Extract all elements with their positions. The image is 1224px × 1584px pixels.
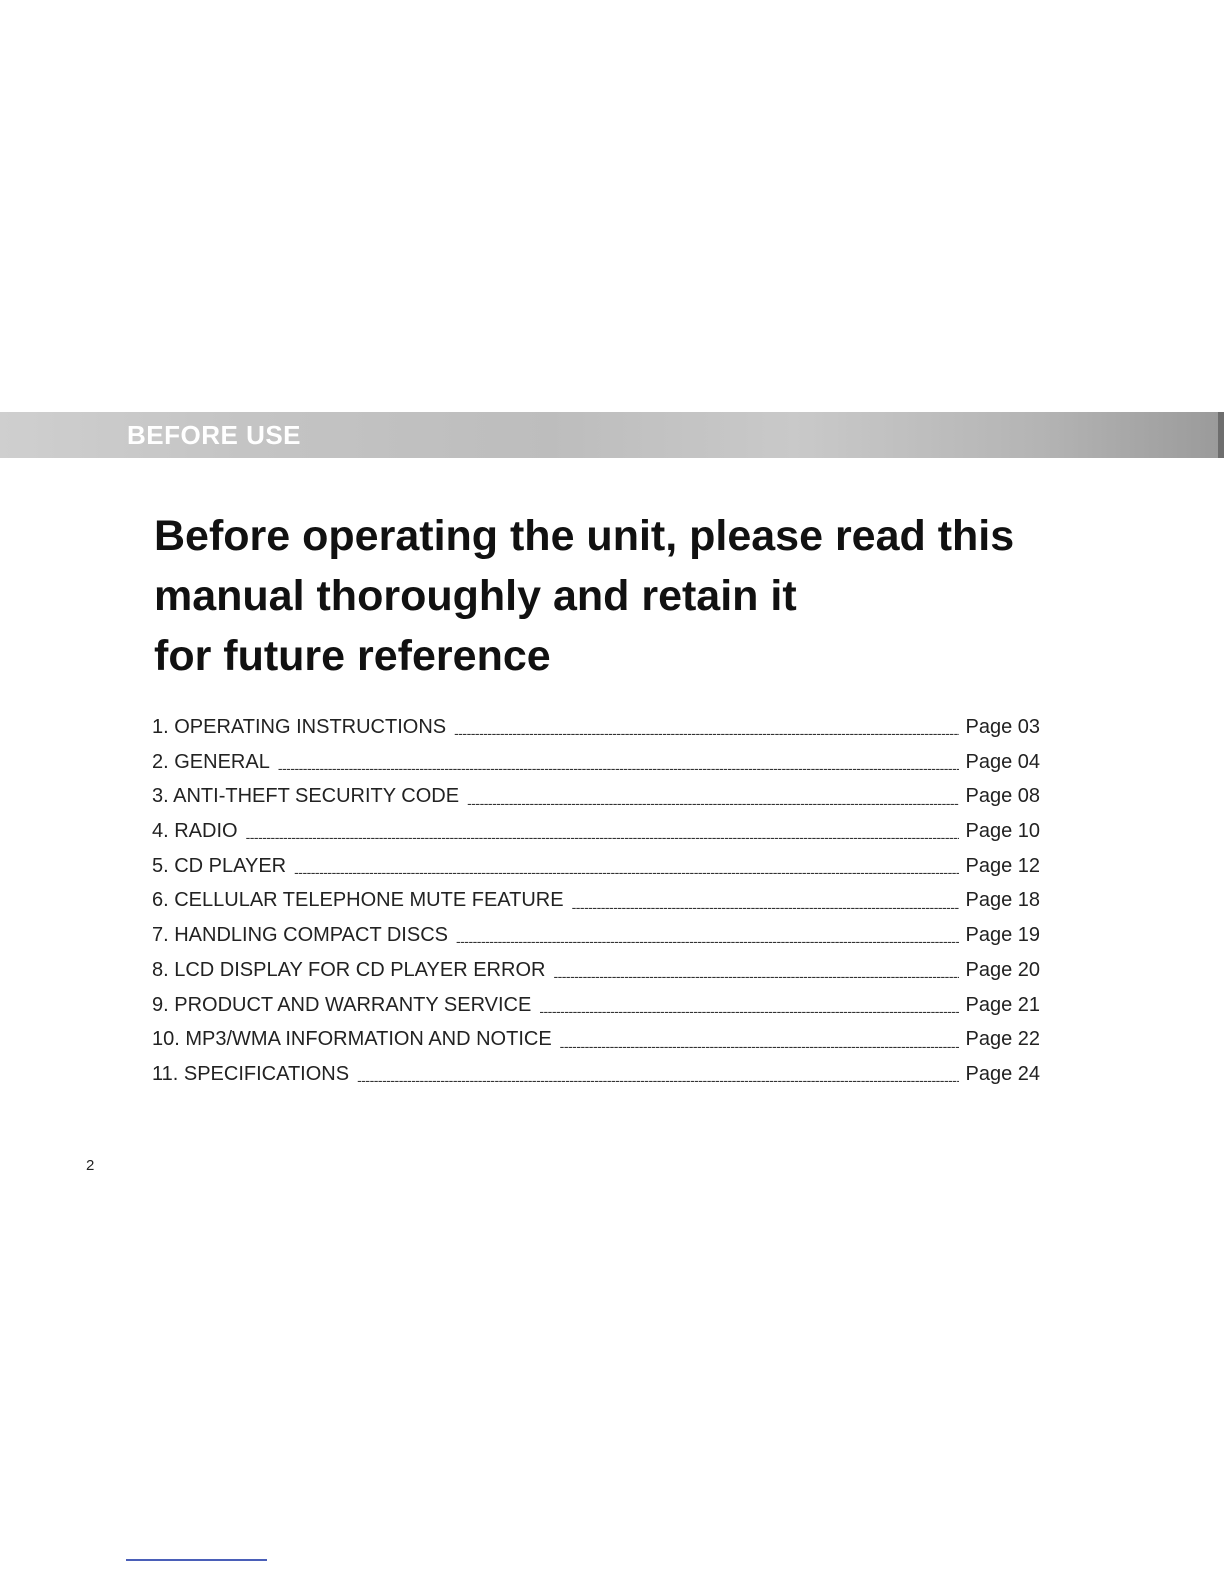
toc-leader	[294, 863, 959, 881]
toc-leader	[456, 932, 960, 950]
toc-item-label: 5. CD PLAYER	[152, 854, 287, 877]
footer-rule	[126, 1559, 267, 1561]
toc-item-page: Page 03	[965, 716, 1040, 738]
toc-item-page: Page 04	[965, 750, 1040, 773]
toc-item-label: 8. LCD DISPLAY FOR CD PLAYER ERROR	[152, 958, 546, 981]
toc-item	[152, 716, 1040, 751]
section-banner	[0, 412, 1224, 458]
toc-item-label: 2. GENERAL	[152, 750, 270, 773]
toc-leader	[278, 759, 960, 777]
headline-line: for future reference	[154, 632, 551, 680]
toc-item	[152, 820, 1040, 855]
toc-item-page: Page 22	[965, 1028, 1040, 1051]
toc-item	[152, 1028, 1040, 1063]
toc-leader	[560, 1037, 960, 1055]
toc-item-label: 1. OPERATING INSTRUCTIONS	[152, 716, 447, 738]
toc-leader	[539, 1002, 959, 1020]
toc-item-label: 7. HANDLING COMPACT DISCS	[152, 924, 448, 947]
toc-leader	[572, 898, 960, 916]
toc-leader	[467, 794, 959, 812]
table-of-contents	[152, 716, 1040, 1098]
toc-leader	[553, 967, 959, 985]
toc-item-page: Page 24	[965, 1062, 1040, 1085]
toc-item-page: Page 19	[965, 924, 1040, 947]
headline-line: manual thoroughly and retain it	[154, 572, 797, 620]
toc-leader	[454, 724, 959, 742]
toc-item	[152, 751, 1040, 786]
toc-item-page: Page 08	[965, 785, 1040, 808]
toc-leader	[246, 828, 960, 846]
headline-line: Before operating the unit, please read this	[154, 512, 1015, 560]
toc-item-label: 4. RADIO	[152, 820, 238, 843]
toc-item	[152, 889, 1040, 924]
toc-item	[152, 1063, 1040, 1098]
toc-item-label: 9. PRODUCT AND WARRANTY SERVICE	[152, 993, 532, 1016]
headline	[154, 506, 1104, 686]
toc-item	[152, 785, 1040, 820]
toc-item-page: Page 21	[965, 993, 1040, 1016]
section-title: BEFORE USE	[127, 420, 302, 450]
toc-item-page: Page 18	[965, 889, 1040, 912]
toc-item-page: Page 12	[965, 854, 1040, 877]
toc-item-page: Page 10	[965, 820, 1040, 843]
page-number: 2	[86, 1157, 95, 1174]
toc-item	[152, 959, 1040, 994]
toc-item	[152, 855, 1040, 890]
toc-leader	[357, 1071, 959, 1089]
toc-item-label: 3. ANTI-THEFT SECURITY CODE	[152, 785, 460, 808]
toc-item-page: Page 20	[965, 958, 1040, 981]
toc-item-label: 10. MP3/WMA INFORMATION AND NOTICE	[152, 1028, 552, 1051]
toc-item-label: 6. CELLULAR TELEPHONE MUTE FEATURE	[152, 889, 564, 912]
toc-item	[152, 994, 1040, 1029]
toc-item	[152, 924, 1040, 959]
toc-item-label: 11. SPECIFICATIONS	[152, 1062, 350, 1085]
